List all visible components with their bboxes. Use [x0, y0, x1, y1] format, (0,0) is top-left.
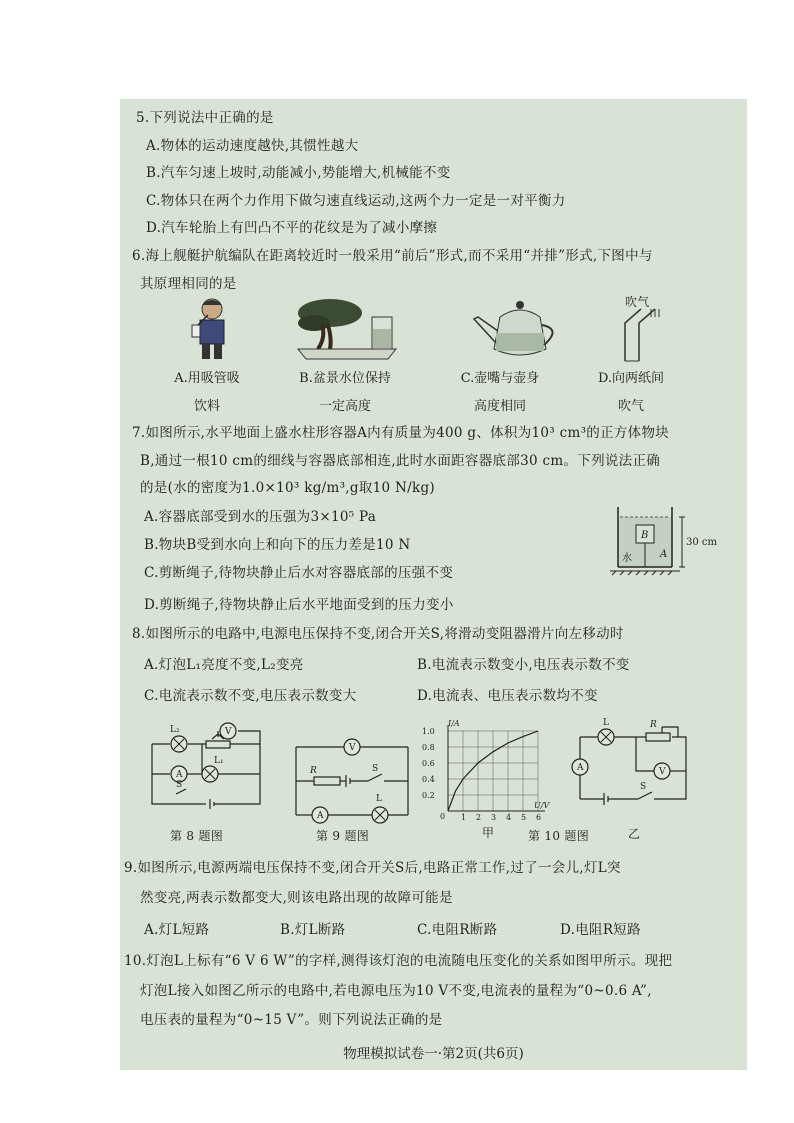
fig8-ammeter-label: A [176, 770, 183, 780]
chart-x-tick-label: 5 [521, 813, 527, 822]
q6-figure-d-two-papers [615, 305, 670, 363]
fig8-circuit [146, 719, 266, 811]
q7-option-a: A.容器底部受到水的压强为3×10⁵ Pa [144, 509, 377, 525]
q5-option-b: B.汽车匀速上坡时,动能减小,势能增大,机械能不变 [146, 165, 451, 181]
q7-option-c: C.剪断绳子,待物块静止后水对容器底部的压强不变 [144, 565, 454, 581]
fig8-voltmeter-label: V [225, 727, 232, 737]
q6-caption-a-line1: A.用吸管吸 [174, 371, 240, 386]
q9-option-b: B.灯L断路 [280, 922, 346, 938]
q6-blow-label: 吹气 [625, 295, 650, 309]
chart-x-tick-label: 2 [476, 813, 482, 822]
chart-y-tick-label: 0.6 [422, 759, 435, 768]
chart-x-tick-label: 1 [461, 813, 467, 822]
q10-line1: 10.灯泡L上标有“6 V 6 W”的字样,测得该灯泡的电流随电压变化的关系如图甲所示。现把 [124, 953, 673, 969]
q7-line2: B,通过一根10 cm的细线与容器底部相连,此时水面距容器底部30 cm。下列说法正确 [140, 453, 661, 469]
q5-option-c: C.物体只在两个力作用下做匀速直线运动,这两个力一定是一对平衡力 [146, 193, 566, 209]
fig9-ammeter-label: A [317, 811, 324, 821]
fig10-iv-chart [420, 717, 555, 822]
q7-fig-label-b: B [641, 530, 649, 541]
q7-fig-label-a: A [660, 549, 668, 560]
fig10-r-label: R [650, 720, 657, 730]
chart-xlabel: U/V [534, 801, 550, 810]
q7-fig-label-water: 水 [622, 553, 632, 564]
fig10-l-label: L [603, 718, 609, 728]
fig10-jia-label: 甲 [482, 826, 495, 840]
q9-line1: 9.如图所示,电源两端电压保持不变,闭合开关S后,电路正常工作,过了一会儿,灯L突 [124, 860, 621, 876]
chart-y-tick-label: 0.4 [422, 775, 435, 784]
q8-option-d: D.电流表、电压表示数均不变 [417, 688, 598, 704]
page-footer: 物理模拟试卷一·第2页(共6页) [343, 1046, 524, 1062]
q6-caption-b-line1: B.盆景水位保持 [299, 371, 391, 386]
q6-figure-a-boy-drinking [190, 295, 235, 363]
q6-stem-line2: 其原理相同的是 [140, 276, 237, 292]
exam-page [120, 99, 747, 1070]
q9-option-c: C.电阻R断路 [417, 922, 498, 938]
fig8-caption: 第 8 题图 [170, 829, 224, 843]
q9-option-a: A.灯L短路 [144, 922, 210, 938]
q5-option-a: A.物体的运动速度越快,其惯性越大 [146, 138, 359, 154]
fig10-s-label: S [640, 782, 647, 792]
q8-stem: 8.如图所示的电路中,电源电压保持不变,闭合开关S,将滑动变阻器滑片向左移动时 [132, 626, 624, 642]
q8-option-a: A.灯泡L₁亮度不变,L₂变亮 [144, 657, 304, 673]
q7-option-d: D.剪断绳子,待物块静止后水平地面受到的压力变小 [144, 597, 454, 613]
fig8-l1-label: L₁ [214, 756, 224, 766]
q5-stem: 5.下列说法中正确的是 [136, 110, 274, 126]
fig10-circuit-yi [568, 715, 698, 807]
fig9-s-label: S [372, 764, 379, 774]
fig8-s-label: S [176, 780, 183, 790]
fig10-ammeter-label: A [577, 763, 584, 773]
chart-y-tick-label: 0.2 [422, 791, 435, 800]
q6-caption-a-line2: 饮料 [193, 399, 220, 414]
fig9-circuit [290, 729, 415, 821]
chart-y-tick-label: 1.0 [422, 727, 435, 736]
fig10-caption: 第 10 题图 [528, 829, 589, 843]
q6-caption-d-line2: 吹气 [617, 399, 644, 414]
chart-y-tick-label: 0.8 [422, 743, 435, 752]
q7-container-figure [610, 505, 717, 577]
q7-line3: 的是(水的密度为1.0×10³ kg/m³,g取10 N/kg) [140, 480, 435, 496]
fig9-voltmeter-label: V [349, 743, 356, 753]
q9-line2: 然变亮,两表示数都变大,则该电路出现的故障可能是 [140, 890, 453, 906]
q6-caption-d-line1: D.向两纸间 [597, 371, 665, 386]
q5-option-d: D.汽车轮胎上有凹凸不平的花纹是为了减小摩擦 [146, 220, 438, 236]
q8-option-c: C.电流表示数不变,电压表示数变大 [144, 688, 357, 704]
q6-stem-line1: 6.海上舰艇护航编队在距离较近时一般采用“前后”形式,而不采用“并排”形式,下图中与 [132, 248, 653, 264]
q7-fig-height: 30 cm [686, 537, 717, 548]
chart-ylabel: I/A [448, 719, 460, 728]
chart-x-tick-label: 6 [536, 813, 542, 822]
q6-caption-b-line2: 一定高度 [318, 399, 371, 414]
chart-origin-label: 0 [440, 812, 446, 821]
q10-line3: 电压表的量程为“0~15 V”。则下列说法正确的是 [140, 1012, 443, 1028]
q7-line1: 7.如图所示,水平地面上盛水柱形容器A内有质量为400 g、体积为10³ cm³的正方体物块 [132, 425, 670, 441]
q8-option-b: B.电流表示数变小,电压表示数不变 [417, 657, 630, 673]
fig9-r-label: R [310, 766, 317, 776]
q6-caption-c-line2: 高度相同 [473, 399, 526, 414]
fig9-caption: 第 9 题图 [316, 829, 370, 843]
q7-option-b: B.物块B受到水向上和向下的压力差是10 N [144, 537, 411, 553]
fig8-l2-label: L₂ [170, 725, 180, 735]
q10-line2: 灯泡L接入如图乙所示的电路中,若电源电压为10 V不变,电流表的量程为“0~0.6 A”, [140, 983, 652, 999]
q9-option-d: D.电阻R短路 [560, 922, 641, 938]
chart-x-tick-label: 4 [506, 813, 512, 822]
fig10-voltmeter-label: V [659, 767, 666, 777]
q6-caption-c-line1: C.壶嘴与壶身 [460, 371, 540, 386]
fig10-yi-label: 乙 [628, 827, 641, 841]
q6-figure-b-bonsai [292, 295, 402, 363]
chart-x-tick-label: 3 [491, 813, 497, 822]
fig9-l-label: L [376, 794, 382, 804]
q6-figure-c-teapot [470, 295, 570, 363]
